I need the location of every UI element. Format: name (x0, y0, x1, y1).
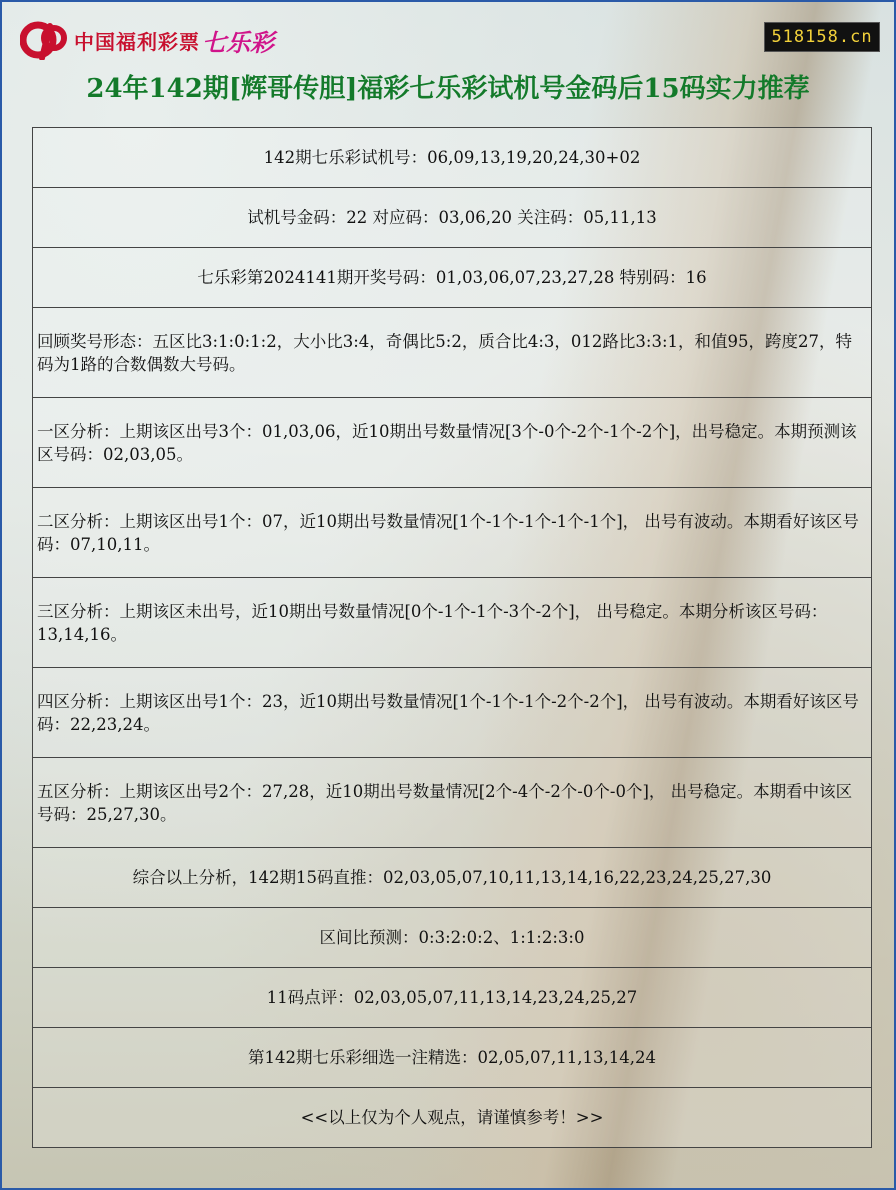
zone5-analysis-cell: 五区分析：上期该区出号2个：27,28，近10期出号数量情况[2个-4个-2个-0个-0个]， 出号稳定。本期看中该区号码：25,27,30。 (33, 758, 872, 848)
single-pick-cell: 第142期七乐彩细选一注精选：02,05,07,11,13,14,24 (33, 1028, 872, 1088)
zone-ratio-cell: 区间比预测：0:3:2:0:2、1:1:2:3:0 (33, 908, 872, 968)
table-row (33, 668, 872, 758)
table-row (33, 1088, 872, 1148)
info-table (32, 127, 872, 1148)
table-row (33, 578, 872, 668)
logo-sub-text: 七乐彩 (202, 29, 274, 57)
table-row (33, 758, 872, 848)
table-row (33, 308, 872, 398)
site-badge[interactable]: 518158.cn (764, 22, 880, 52)
table-row (33, 1028, 872, 1088)
table-row (33, 488, 872, 578)
disclaimer-cell: <<以上仅为个人观点，请谨慎参考！>> (33, 1088, 872, 1148)
draw-result-cell: 七乐彩第2024141期开奖号码：01,03,06,07,23,27,28 特别码：16 (33, 248, 872, 308)
cwl-logo-icon (20, 20, 72, 60)
review-cell: 回顾奖号形态：五区比3:1:0:1:2，大小比3:4，奇偶比5:2，质合比4:3，012路比3:3:1，和值95，跨度27，特码为1路的合数偶数大号码。 (33, 308, 872, 398)
eleven-codes-cell: 11码点评：02,03,05,07,11,13,14,23,24,25,27 (33, 968, 872, 1028)
table-row (33, 908, 872, 968)
page-title: 24年142期[辉哥传胆]福彩七乐彩试机号金码后15码实力推荐 (86, 74, 810, 104)
header (2, 2, 894, 110)
zone1-analysis-cell: 一区分析：上期该区出号3个：01,03,06，近10期出号数量情况[3个-0个-2个-1个-2个]，出号稳定。本期预测该区号码：02,03,05。 (33, 398, 872, 488)
table-row (33, 398, 872, 488)
test-number-cell: 142期七乐彩试机号：06,09,13,19,20,24,30+02 (33, 128, 872, 188)
logo-text: 中国福利彩票 (74, 31, 200, 54)
gold-code-cell: 试机号金码：22 对应码：03,06,20 关注码：05,11,13 (33, 188, 872, 248)
zone2-analysis-cell: 二区分析：上期该区出号1个：07，近10期出号数量情况[1个-1个-1个-1个-1个]， 出号有波动。本期看好该区号码：07,10,11。 (33, 488, 872, 578)
table-row (33, 128, 872, 188)
zone4-analysis-cell: 四区分析：上期该区出号1个：23，近10期出号数量情况[1个-1个-1个-2个-2个]， 出号有波动。本期看好该区号码：22,23,24。 (33, 668, 872, 758)
table-row (33, 848, 872, 908)
fifteen-codes-cell: 综合以上分析，142期15码直推：02,03,05,07,10,11,13,14,16,22,23,24,25,27,30 (33, 848, 872, 908)
table-row (33, 188, 872, 248)
table-row (33, 968, 872, 1028)
lottery-logo[interactable] (20, 20, 274, 60)
table-row (33, 248, 872, 308)
zone3-analysis-cell: 三区分析：上期该区未出号，近10期出号数量情况[0个-1个-1个-3个-2个]， 出号稳定。本期分析该区号码：13,14,16。 (33, 578, 872, 668)
